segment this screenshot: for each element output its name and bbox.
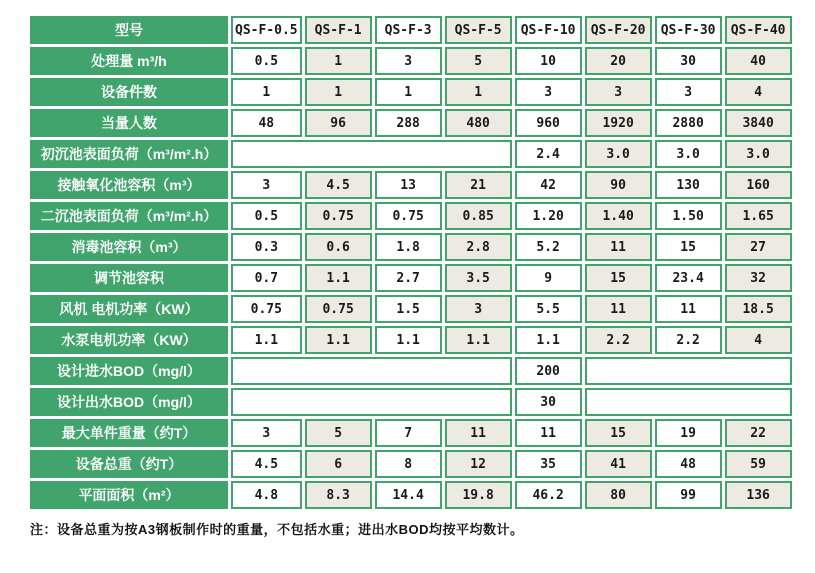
- row-label: 设计出水BOD（mg/l）: [30, 388, 228, 416]
- data-cell: 13: [375, 171, 442, 199]
- column-header-qs-f-5: QS-F-5: [445, 16, 512, 44]
- data-cell: 1.20: [515, 202, 582, 230]
- data-cell: 5: [305, 419, 372, 447]
- row-label: 水泵电机功率（KW）: [30, 326, 228, 354]
- data-cell: 1: [231, 78, 302, 106]
- row-label: 接触氧化池容积（m³）: [30, 171, 228, 199]
- data-cell: 2.2: [585, 326, 652, 354]
- data-cell: 2.4: [515, 140, 582, 168]
- data-cell: 5: [445, 47, 512, 75]
- data-cell: 5.2: [515, 233, 582, 261]
- data-cell: 46.2: [515, 481, 582, 509]
- data-cell: 30: [515, 388, 582, 416]
- data-cell: 4: [725, 78, 792, 106]
- table-row: [30, 171, 792, 199]
- data-cell: 11: [585, 233, 652, 261]
- data-cell: 2880: [655, 109, 722, 137]
- corner-header-model-label: 型号: [30, 16, 228, 44]
- data-cell: 2.7: [375, 264, 442, 292]
- data-cell: 3: [515, 78, 582, 106]
- data-cell: 4.5: [305, 171, 372, 199]
- data-cell: 200: [515, 357, 582, 385]
- data-cell: 1.1: [305, 326, 372, 354]
- data-cell: 15: [585, 264, 652, 292]
- data-cell: 5.5: [515, 295, 582, 323]
- table-row: [30, 357, 792, 385]
- data-cell: 2.2: [655, 326, 722, 354]
- table-row: [30, 78, 792, 106]
- row-label: 平面面积（m²）: [30, 481, 228, 509]
- row-label: 初沉池表面负荷（m³/m².h）: [30, 140, 228, 168]
- data-cell: 4.8: [231, 481, 302, 509]
- data-cell: 22: [725, 419, 792, 447]
- data-cell: 8.3: [305, 481, 372, 509]
- data-cell: 20: [585, 47, 652, 75]
- data-cell: 96: [305, 109, 372, 137]
- data-cell: 1.50: [655, 202, 722, 230]
- row-label: 设备总重（约T）: [30, 450, 228, 478]
- footnote: 注：设备总重为按A3钢板制作时的重量，不包括水重；进出水BOD均按平均数计。: [30, 522, 524, 537]
- data-cell: 11: [515, 419, 582, 447]
- data-cell: 1.1: [305, 264, 372, 292]
- empty-cell: [585, 357, 792, 385]
- data-cell: 0.75: [305, 202, 372, 230]
- data-cell: 1: [305, 78, 372, 106]
- data-cell: 1.1: [231, 326, 302, 354]
- data-cell: 1: [375, 78, 442, 106]
- table-row: [30, 202, 792, 230]
- empty-cell: [231, 357, 512, 385]
- data-cell: 32: [725, 264, 792, 292]
- data-cell: 1.8: [375, 233, 442, 261]
- data-cell: 160: [725, 171, 792, 199]
- data-cell: 23.4: [655, 264, 722, 292]
- data-cell: 12: [445, 450, 512, 478]
- data-cell: 6: [305, 450, 372, 478]
- table-row: [30, 295, 792, 323]
- data-cell: 11: [655, 295, 722, 323]
- data-cell: 136: [725, 481, 792, 509]
- table-row: [30, 233, 792, 261]
- column-header-qs-f-1: QS-F-1: [305, 16, 372, 44]
- data-cell: 1: [305, 47, 372, 75]
- table-row: [30, 481, 792, 509]
- empty-cell: [231, 140, 512, 168]
- data-cell: 59: [725, 450, 792, 478]
- data-cell: 90: [585, 171, 652, 199]
- data-cell: 1.1: [375, 326, 442, 354]
- data-cell: 0.6: [305, 233, 372, 261]
- table-row: [30, 450, 792, 478]
- spec-table-head: [30, 16, 792, 44]
- data-cell: 1.5: [375, 295, 442, 323]
- data-cell: 480: [445, 109, 512, 137]
- table-row: [30, 419, 792, 447]
- data-cell: 41: [585, 450, 652, 478]
- data-cell: 1920: [585, 109, 652, 137]
- spec-table-body: [30, 47, 792, 509]
- data-cell: 11: [585, 295, 652, 323]
- data-cell: 2.8: [445, 233, 512, 261]
- data-cell: 99: [655, 481, 722, 509]
- data-cell: 0.7: [231, 264, 302, 292]
- data-cell: 1.40: [585, 202, 652, 230]
- table-row: [30, 264, 792, 292]
- data-cell: 3.5: [445, 264, 512, 292]
- data-cell: 3: [445, 295, 512, 323]
- data-cell: 0.5: [231, 202, 302, 230]
- table-row: [30, 388, 792, 416]
- data-cell: 1: [445, 78, 512, 106]
- data-cell: 3: [585, 78, 652, 106]
- data-cell: 48: [655, 450, 722, 478]
- column-header-qs-f-0.5: QS-F-0.5: [231, 16, 302, 44]
- data-cell: 288: [375, 109, 442, 137]
- data-cell: 40: [725, 47, 792, 75]
- data-cell: 4.5: [231, 450, 302, 478]
- data-cell: 35: [515, 450, 582, 478]
- data-cell: 15: [655, 233, 722, 261]
- data-cell: 4: [725, 326, 792, 354]
- column-header-qs-f-10: QS-F-10: [515, 16, 582, 44]
- table-row: [30, 47, 792, 75]
- column-header-qs-f-20: QS-F-20: [585, 16, 652, 44]
- empty-cell: [231, 388, 512, 416]
- table-row: [30, 109, 792, 137]
- data-cell: 42: [515, 171, 582, 199]
- data-cell: 3: [655, 78, 722, 106]
- data-cell: 7: [375, 419, 442, 447]
- data-cell: 18.5: [725, 295, 792, 323]
- data-cell: 960: [515, 109, 582, 137]
- data-cell: 0.75: [375, 202, 442, 230]
- data-cell: 1.1: [445, 326, 512, 354]
- column-header-qs-f-40: QS-F-40: [725, 16, 792, 44]
- row-label: 调节池容积: [30, 264, 228, 292]
- data-cell: 3: [231, 419, 302, 447]
- row-label: 消毒池容积（m³）: [30, 233, 228, 261]
- data-cell: 1.1: [515, 326, 582, 354]
- row-label: 处理量 m³/h: [30, 47, 228, 75]
- data-cell: 0.85: [445, 202, 512, 230]
- data-cell: 21: [445, 171, 512, 199]
- data-cell: 0.75: [231, 295, 302, 323]
- data-cell: 0.5: [231, 47, 302, 75]
- data-cell: 14.4: [375, 481, 442, 509]
- data-cell: 10: [515, 47, 582, 75]
- data-cell: 0.75: [305, 295, 372, 323]
- spec-table: [27, 13, 795, 512]
- data-cell: 19: [655, 419, 722, 447]
- data-cell: 1.65: [725, 202, 792, 230]
- row-label: 设备件数: [30, 78, 228, 106]
- data-cell: 0.3: [231, 233, 302, 261]
- column-header-qs-f-3: QS-F-3: [375, 16, 442, 44]
- data-cell: 80: [585, 481, 652, 509]
- data-cell: 9: [515, 264, 582, 292]
- data-cell: 11: [445, 419, 512, 447]
- data-cell: 15: [585, 419, 652, 447]
- header-row: [30, 16, 792, 44]
- data-cell: 3: [231, 171, 302, 199]
- column-header-qs-f-30: QS-F-30: [655, 16, 722, 44]
- table-row: [30, 326, 792, 354]
- data-cell: 48: [231, 109, 302, 137]
- empty-cell: [585, 388, 792, 416]
- row-label: 设计进水BOD（mg/l）: [30, 357, 228, 385]
- table-row: [30, 140, 792, 168]
- row-label: 最大单件重量（约T）: [30, 419, 228, 447]
- data-cell: 8: [375, 450, 442, 478]
- data-cell: 30: [655, 47, 722, 75]
- data-cell: 3: [375, 47, 442, 75]
- row-label: 风机 电机功率（KW）: [30, 295, 228, 323]
- row-label: 二沉池表面负荷（m³/m².h）: [30, 202, 228, 230]
- data-cell: 3840: [725, 109, 792, 137]
- data-cell: 3.0: [585, 140, 652, 168]
- data-cell: 27: [725, 233, 792, 261]
- data-cell: 19.8: [445, 481, 512, 509]
- data-cell: 3.0: [655, 140, 722, 168]
- row-label: 当量人数: [30, 109, 228, 137]
- data-cell: 130: [655, 171, 722, 199]
- data-cell: 3.0: [725, 140, 792, 168]
